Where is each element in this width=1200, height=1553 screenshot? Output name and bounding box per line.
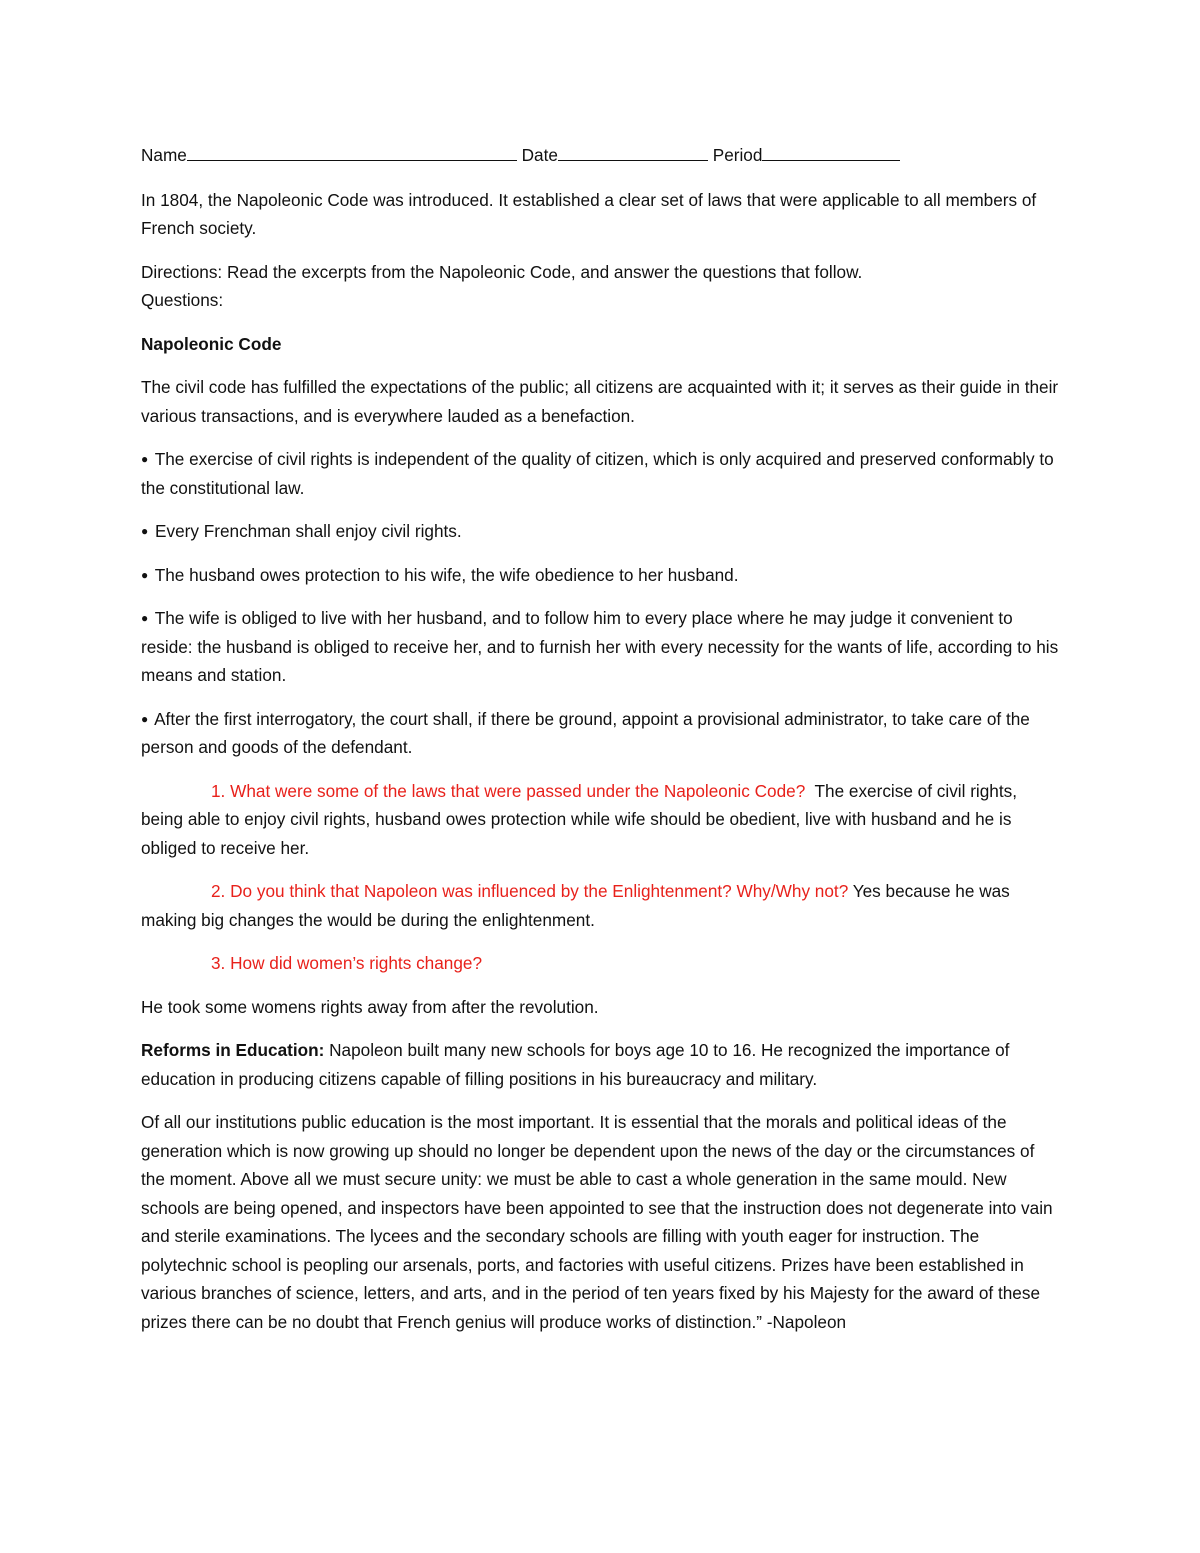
questions-label: Questions: [141, 290, 224, 310]
question-1 [141, 777, 1061, 863]
bullet-icon: ● [141, 567, 149, 582]
name-blank [187, 142, 517, 161]
education-label: Reforms in Education: [141, 1040, 325, 1060]
bullet-item: ● The exercise of civil rights is independent of the quality of citizen, which is only acquired and preserved conformably to the constitutional law. [141, 449, 1054, 498]
napoleon-quote: Of all our institutions public education is the most important. It is essential that the morals and political ideas of the generation which is now growing up should no longer be dependent upon the news of the day or the circumstances of the moment. Above all we must secure unity: we must be able to cast a whole generation in the same mould. New schools are being opened, and inspectors have been appointed to see that the instruction does not degenerate into vain and sterile examinations. The lycees and the secondary schools are filling with youth eager for instruction. The polytechnic school is peopling our arsenals, ports, and factories with useful citizens. Prizes have been established in various branches of science, letters, and arts, and in the period of ten years fixed by his Majesty for the award of these prizes there can be no doubt that French genius will produce works of distinction.” -Napoleon [141, 1112, 1053, 1332]
bullet-item: ● The wife is obliged to live with her husband, and to follow him to every place where he may judge it convenient to reside: the husband is obliged to receive her, and to furnish her with every necessity for the wants of life, according to his means and station. [141, 608, 1059, 685]
question-1-text: 1. What were some of the laws that were passed under the Napoleonic Code? [211, 780, 806, 801]
document-content [141, 141, 1061, 1336]
period-label: Period [712, 145, 763, 165]
date-blank [558, 142, 708, 161]
bullet-icon: ● [141, 711, 149, 726]
bullet-icon: ● [141, 452, 149, 466]
answer-3-text: He took some womens rights away from after the revolution. [141, 996, 599, 1017]
directions-text: Directions: Read the excerpts from the Napoleonic Code, and answer the questions that follow. [141, 261, 863, 282]
bullet-icon: ● [141, 611, 149, 625]
question-3 [141, 949, 1061, 978]
bullet-item: ● Every Frenchman shall enjoy civil rights. [141, 521, 462, 541]
question-3-text: 3. How did women’s rights change? [211, 953, 483, 973]
bullet-icon: ● [141, 524, 149, 538]
code-heading: Napoleonic Code [141, 333, 282, 354]
bullet-item: ● The husband owes protection to his wife, the wife obedience to her husband. [141, 564, 739, 585]
period-blank [762, 142, 900, 161]
name-label: Name [141, 145, 187, 165]
question-2 [141, 877, 1061, 934]
education-paragraph [141, 1036, 1061, 1093]
code-intro: The civil code has fulfilled the expectations of the public; all citizens are acquainted with it; it serves as their guide in their various transactions, and is everywhere lauded as a benefaction. [141, 377, 1059, 426]
answer-1-text: The exercise of civil rights, being able to enjoy civil rights, husband owes protection while wife should be obedient, live with husband and he is obliged to receive her. [141, 780, 1018, 858]
education-text: Napoleon built many new schools for boys age 10 to 16. He recognized the importance of education in producing citizens capable of filling positions in his bureaucracy and military. [141, 1040, 1010, 1089]
bullet-item: ● After the first interrogatory, the court shall, if there be ground, appoint a provisional administrator, to take care of the person and goods of the defendant. [141, 708, 1030, 757]
date-label: Date [521, 145, 558, 165]
intro-paragraph: In 1804, the Napoleonic Code was introduced. It established a clear set of laws that were applicable to all members of French society. [141, 189, 1037, 238]
answer-2-text: Yes because he was making big changes the would be during the enlightenment. [141, 881, 1010, 930]
header-line [141, 141, 1061, 170]
question-2-text: 2. Do you think that Napoleon was influenced by the Enlightenment? Why/Why not? [211, 881, 849, 901]
